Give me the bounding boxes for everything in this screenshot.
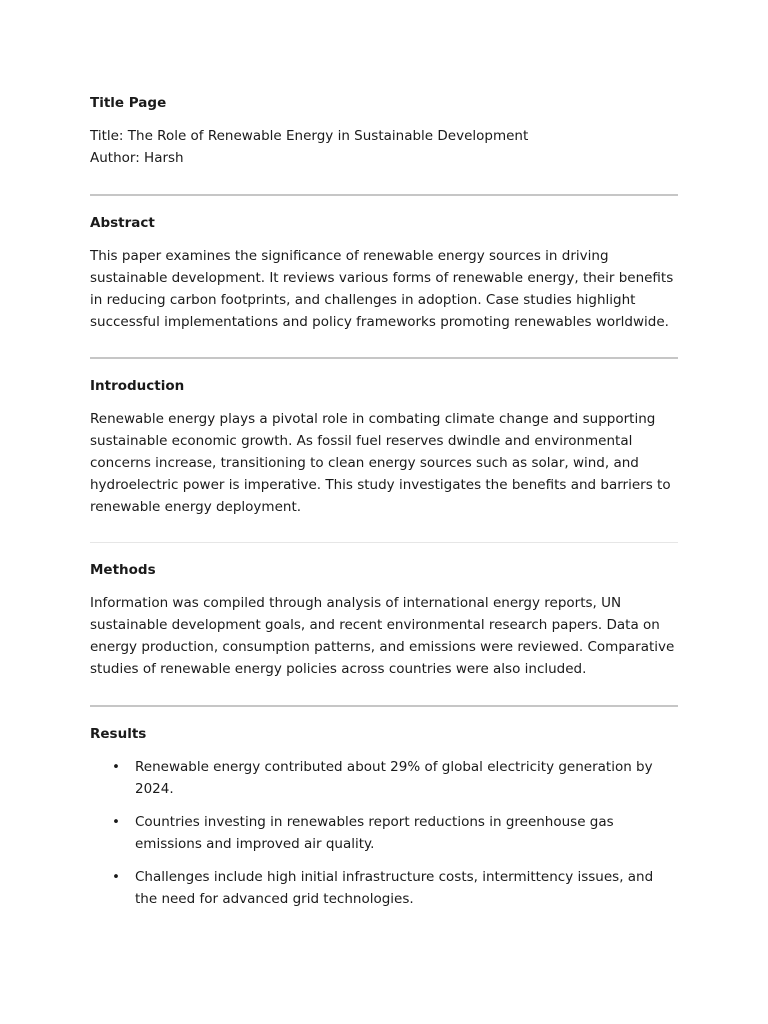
introduction-heading: Introduction: [90, 378, 185, 394]
list-item-text: Challenges include high initial infrastructure costs, intermittency issues, and the need for advanced grid technologies.: [135, 869, 654, 907]
list-item: [90, 811, 678, 855]
introduction-text: Renewable energy plays a pivotal role in combating climate change and supporting sustainable economic growth. As fossil fuel reserves dwindle and environmental concerns increase, transitioning to clean energy sources such as solar, wind, and hydroelectric power is imperative. This study investigates the benefits and barriers to renewable energy deployment.: [90, 411, 671, 515]
list-item-text: Renewable energy contributed about 29% of global electricity generation by 2024.: [135, 759, 653, 797]
title-page-heading: Title Page: [90, 95, 167, 111]
abstract-text: This paper examines the significance of renewable energy sources in driving sustainable development. It reviews various forms of renewable energy, their benefits in reducing carbon footprints, and challenges in adoption. Case studies highlight successful implementations and policy frameworks promoting renewables worldwide.: [90, 248, 674, 330]
results-section: [90, 724, 678, 910]
abstract-section: [90, 213, 678, 357]
section-divider: [90, 705, 678, 707]
introduction-section: [90, 376, 678, 542]
document-body: [90, 93, 678, 921]
list-item: [90, 866, 678, 910]
section-divider: [90, 194, 678, 196]
bullet-icon: •: [112, 759, 120, 775]
results-list: [90, 756, 678, 910]
paper-author: Author: Harsh: [90, 150, 184, 166]
section-divider: [90, 542, 678, 543]
list-item: [90, 756, 678, 800]
methods-section: [90, 560, 678, 705]
abstract-heading: Abstract: [90, 215, 155, 231]
title-page-section: [90, 93, 678, 194]
methods-heading: Methods: [90, 562, 156, 578]
list-item-text: Countries investing in renewables report reductions in greenhouse gas emissions and improved air quality.: [135, 814, 614, 852]
results-heading: Results: [90, 726, 147, 742]
methods-text: Information was compiled through analysis of international energy reports, UN sustainable development goals, and recent environmental research papers. Data on energy production, consumption patterns, and emissions were reviewed. Comparative studies of renewable energy policies across countries were also included.: [90, 595, 675, 677]
section-divider: [90, 357, 678, 359]
bullet-icon: •: [112, 814, 120, 830]
paper-title: Title: The Role of Renewable Energy in Sustainable Development: [90, 128, 529, 144]
bullet-icon: •: [112, 869, 120, 885]
